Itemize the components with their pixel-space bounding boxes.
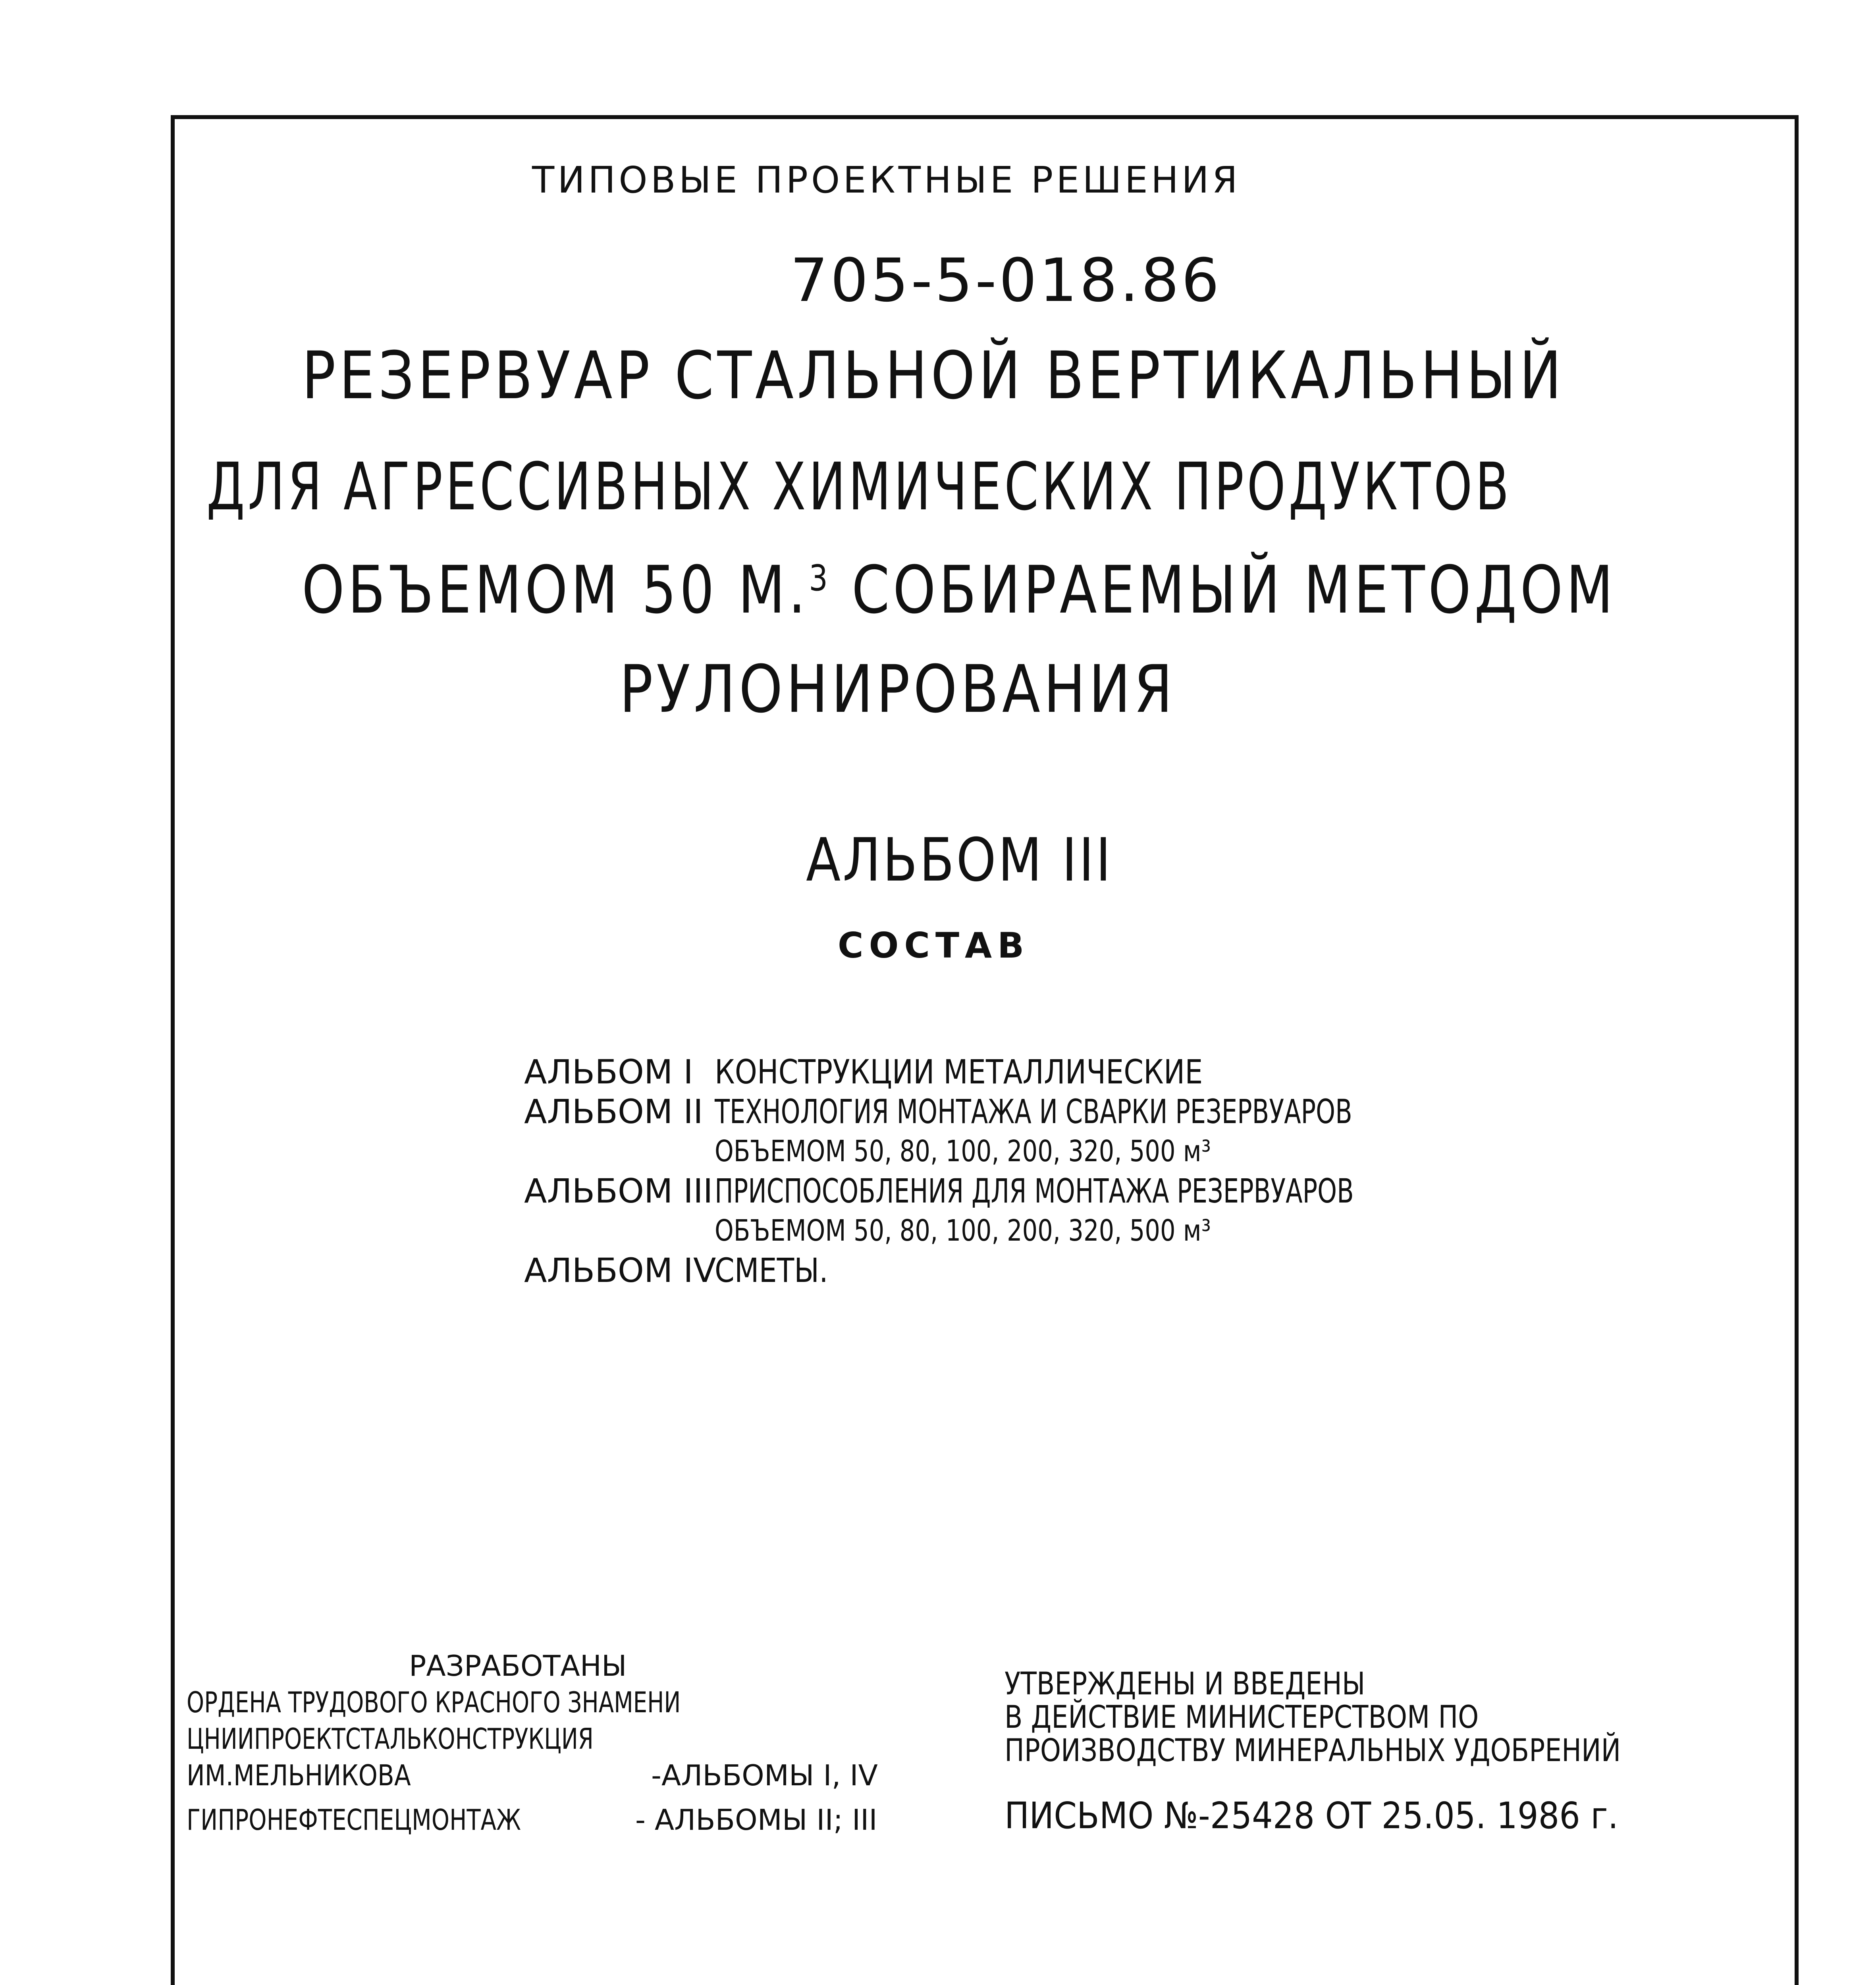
developed-org-line: ИМ.МЕЛЬНИКОВА -АЛЬБОМЫ I, IV <box>187 1759 878 1792</box>
contents-row: АЛЬБОМ IVСМЕТЫ. <box>524 1251 828 1290</box>
album-subtitle: СОСТАВ <box>838 925 1030 966</box>
developed-org-line: ЦНИИПРОЕКТСТАЛЬКОНСТРУКЦИЯ <box>187 1722 594 1756</box>
document-code: 705-5-018.86 <box>790 246 1222 315</box>
contents-row: АЛЬБОМ IIIПРИСПОСОБЛЕНИЯ ДЛЯ МОНТАЖА РЕЗЕРВУАРОВ <box>524 1172 1354 1210</box>
series-heading: ТИПОВЫЕ ПРОЕКТНЫЕ РЕШЕНИЯ <box>532 159 1241 201</box>
contents-row: АЛЬБОМ I КОНСТРУКЦИИ МЕТАЛЛИЧЕСКИЕ <box>524 1052 1203 1091</box>
developed-block <box>187 1648 878 1838</box>
title-line-2: ДЛЯ АГРЕССИВНЫХ ХИМИЧЕСКИХ ПРОДУКТОВ <box>206 449 1512 525</box>
developed-heading: РАЗРАБОТАНЫ <box>409 1649 627 1682</box>
contents-list <box>524 1052 1578 1290</box>
developed-org-line: ГИПРОНЕФТЕСПЕЦМОНТАЖ - АЛЬБОМЫ II; III <box>187 1803 877 1837</box>
title-line-4: РУЛОНИРОВАНИЯ <box>619 651 1176 727</box>
title-line-3: ОБЪЕМОМ 50 М.$^3$ СОБИРАЕМЫЙ МЕТОДОМ <box>302 552 1617 628</box>
contents-row: ОБЪЕМОМ 50, 80, 100, 200, 320, 500 м³ <box>715 1214 1211 1248</box>
contents-row: АЛЬБОМ II ТЕХНОЛОГИЯ МОНТАЖА И СВАРКИ РЕЗЕРВУАРОВ <box>524 1092 1352 1131</box>
approved-block <box>1005 1666 1729 1837</box>
approval-letter: ПИСЬМО №-25428 ОТ 25.05. 1986 г. <box>1005 1794 1619 1837</box>
contents-row: ОБЪЕМОМ 50, 80, 100, 200, 320, 500 м³ <box>715 1134 1211 1168</box>
album-title: АЛЬБОМ III <box>806 826 1113 895</box>
approved-line: УТВЕРЖДЕНЫ И ВВЕДЕНЫ <box>1005 1666 1365 1702</box>
title-line-1: РЕЗЕРВУАР СТАЛЬНОЙ ВЕРТИКАЛЬНЫЙ <box>302 337 1565 414</box>
developed-org-line: ОРДЕНА ТРУДОВОГО КРАСНОГО ЗНАМЕНИ <box>187 1686 681 1719</box>
approved-line: ПРОИЗВОДСТВУ МИНЕРАЛЬНЫХ УДОБРЕНИЙ <box>1005 1733 1621 1769</box>
approved-line: В ДЕЙСТВИЕ МИНИСТЕРСТВОМ ПО <box>1005 1700 1479 1735</box>
